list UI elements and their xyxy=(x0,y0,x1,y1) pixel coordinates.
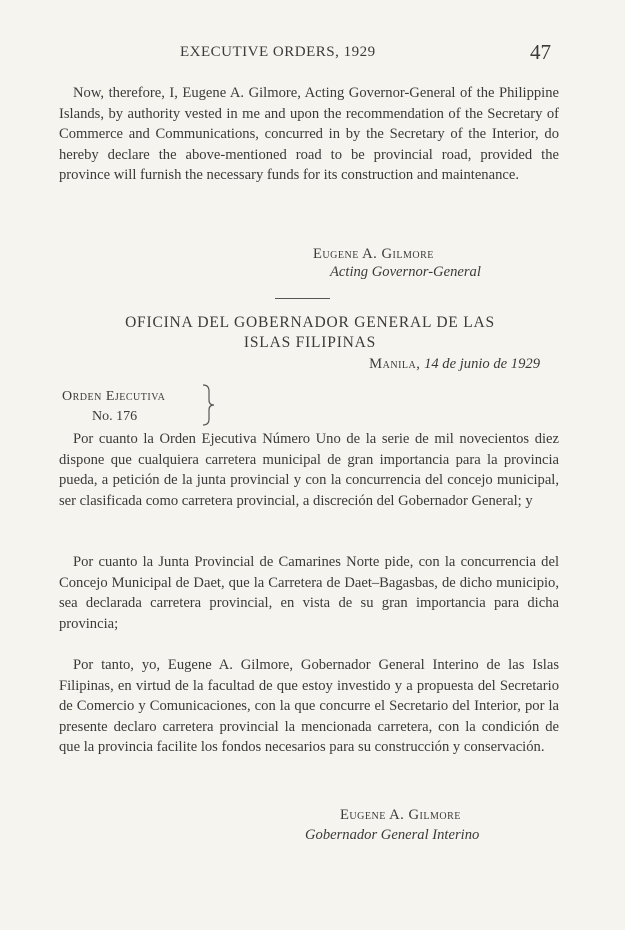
spanish-paragraph-2: Por cuanto la Junta Provincial de Camarines Norte pide, con la concurrencia del Concejo Municipal de Daet, que la Carretera de Daet–Bagasbas, de dicho municipio, sea declarada carretera provincial, en vista de su gran importancia para dicha provincia; xyxy=(59,554,559,632)
office-heading-line2: ISLAS FILIPINAS xyxy=(243,334,377,351)
order-number: No. 176 xyxy=(92,409,138,424)
english-signature-name: Eugene A. Gilmore xyxy=(313,246,434,262)
english-signature-title: Acting Governor-General xyxy=(330,264,481,280)
spanish-paragraph-1: Por cuanto la Orden Ejecutiva Número Uno de la serie de mil novecientos diez dispone que cualquiera carretera municipal de gran importancia para la provincia pueda, a petición de la junta provincial y con la concurrencia del concejo municipal, ser clasificada como carretera provincial, a discreción del Gobernador General; y xyxy=(59,431,559,509)
running-head-title: EXECUTIVE ORDERS, 1929 xyxy=(180,44,376,60)
running-head xyxy=(0,40,625,64)
office-heading-line1: OFICINA DEL GOBERNADOR GENERAL DE LAS xyxy=(125,314,495,331)
spanish-signature-name: Eugene A. Gilmore xyxy=(340,807,461,823)
dateline-date: 14 de junio de 1929 xyxy=(424,356,540,372)
order-label-text: Orden Ejecutiva xyxy=(62,389,166,404)
page-number: 47 xyxy=(530,40,551,64)
section-divider xyxy=(275,298,330,299)
english-order-paragraph: Now, therefore, I, Eugene A. Gilmore, Acting Governor-General of the Philippine Islands, by authority vested in me and upon the recommendation of the Secretary of Commerce and Communications, concurred in by the Secretary of the Interior, do hereby declare the above-mentioned road to be provincial road, provided the province will furnish the necessary funds for its construction and maintenance. xyxy=(59,85,559,183)
dateline xyxy=(290,356,540,373)
spanish-signature-title: Gobernador General Interino xyxy=(305,827,480,843)
curly-brace-icon xyxy=(200,384,216,426)
spanish-paragraph-3: Por tanto, yo, Eugene A. Gilmore, Gobernador General Interino de las Islas Filipinas, en virtud de la facultad de que estoy investido y a propuesta del Secretario de Comercio y Comunicaciones, con la que concurre el Secretario del Interior, por la presente declaro carretera provincial la mencionada carretera, con la condición de que la provincia facilite los fondos necesarios para su construcción y conservación. xyxy=(59,657,559,755)
order-label xyxy=(62,387,165,427)
office-heading xyxy=(40,313,580,353)
dateline-place: Manila, xyxy=(369,356,421,372)
